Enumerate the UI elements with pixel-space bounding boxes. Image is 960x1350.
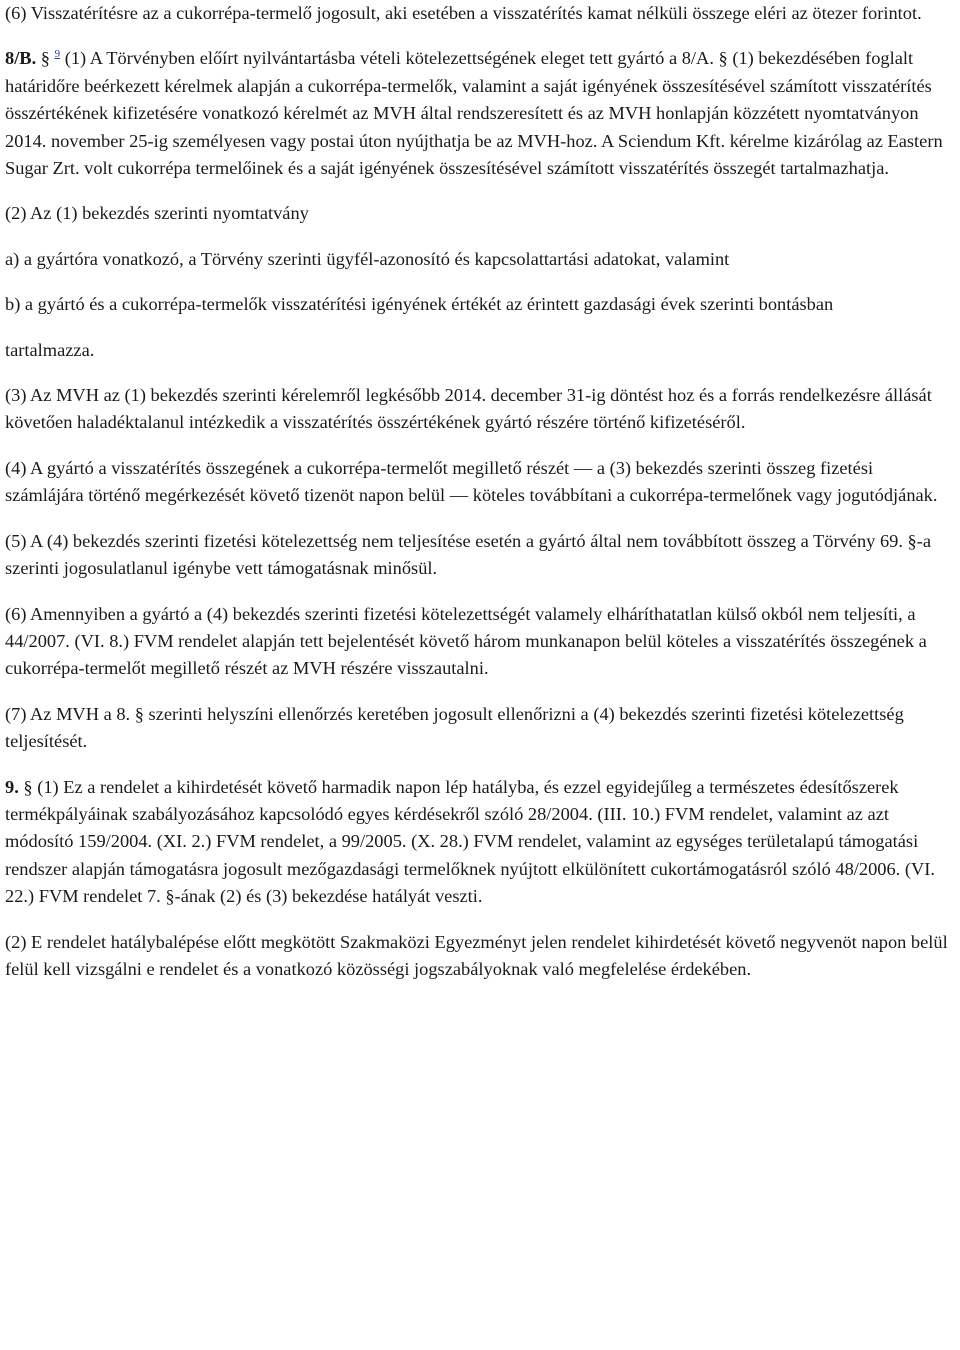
paragraph-6: [5, 601, 955, 683]
paragraph-text: (6) Amennyiben a gyártó a (4) bekezdés szerinti fizetési kötelezettségét valamely elháríthatatlan külső okból nem teljesíti, a 44/2007. (VI. 8.) FVM rendelet alapján tett bejelentését követő három munkanapon belül köteles a visszatérítés összegének a cukorrépa-termelőt megillető részét az MVH részére visszautalni.: [5, 603, 927, 679]
paragraph-text: -ának (2) és (3) bekezdése hatályát veszti.: [174, 886, 483, 907]
section-number: 8/B.: [5, 48, 37, 69]
document-body: [5, 0, 955, 983]
section-sign-link[interactable]: §: [134, 703, 144, 724]
paragraph-text: (5) A (4) bekezdés szerinti fizetési kötelezettség nem teljesítése esetén a gyártó által nem továbbított összeg a Törvény 69.: [5, 530, 908, 551]
paragraph-2c: [5, 337, 955, 364]
paragraph-text: tartalmazza.: [5, 339, 95, 360]
paragraph-text: a) a gyártóra vonatkozó, a Törvény szerinti ügyfél-azonosító és kapcsolattartási adatokat, valamint: [5, 248, 730, 269]
paragraph-text: (7) Az MVH a 8.: [5, 703, 135, 724]
paragraph-2b: [5, 291, 955, 318]
section-sign-link[interactable]: §: [907, 530, 917, 551]
footnote-link[interactable]: 9: [54, 48, 61, 61]
section-sign-link[interactable]: §: [718, 48, 728, 69]
section-number: 9.: [5, 776, 19, 797]
paragraph-2a: [5, 246, 955, 273]
paragraph-text: b) a gyártó és a cukorrépa-termelők visszatérítési igényének értékét az érintett gazdasági évek szerinti bontásban: [5, 294, 834, 315]
paragraph-text: (1) bekezdésében foglalt határidőre beérkezett kérelmek alapján a cukorrépa-termelők, valamint a saját igényének összesítésével számított visszatérítés összértékének kifizetésére vonatkozó kérelmét az MVH által rendszeresített és az MVH honlapján közzétett nyomtatványon 2014. november 25-ig személyesen vagy postai úton nyújthatja be az MVH-hoz. A Sciendum Kft. kérelme kizárólag az Eastern Sugar Zrt. volt cukorrépa termelőinek és a saját igényének összesítésével számított visszatérítés összegét tartalmazhatja.: [5, 48, 943, 179]
section-sign-link[interactable]: §: [165, 886, 175, 907]
paragraph-7: [5, 701, 955, 756]
paragraph-text: (2) E rendelet hatálybalépése előtt megkötött Szakmaközi Egyezményt jelen rendelet kihirdetését követő negyvenöt napon belül felül kell vizsgálni e rendelet és a vonatkozó közösségi jogszabályoknak való megfelelése érdekében.: [5, 931, 948, 979]
paragraph-text: -a szerinti jogosulatlanul igénybe vett támogatásnak minősül.: [5, 530, 932, 579]
paragraph-text: (2) Az (1) bekezdés szerinti nyomtatvány: [5, 203, 309, 224]
section-sign-link[interactable]: §: [40, 48, 50, 69]
paragraph-9-2: [5, 929, 955, 984]
paragraph-text: (1) A Törvényben előírt nyilvántartásba vételi kötelezettségének eleget tett gyártó a 8/A.: [60, 48, 719, 69]
paragraph-2: [5, 200, 955, 227]
paragraph-3: [5, 382, 955, 437]
paragraph-5: [5, 528, 955, 583]
paragraph-text: (3) Az MVH az (1) bekezdés szerinti kérelemről legkésőbb 2014. december 31-ig döntést hoz és a forrás rendelkezésre állását követően haladéktalanul intézkedik a visszatérítés összértékének gyártó részére történő kifizetéséről.: [5, 385, 932, 433]
section-sign-link[interactable]: §: [23, 776, 33, 797]
paragraph-text: (6) Visszatérítésre az a cukorrépa-termelő jogosult, aki esetében a visszatérítés kamat nélküli összege eléri az ötezer forintot.: [5, 3, 922, 23]
paragraph-text: (1) Ez a rendelet a kihirdetését követő harmadik napon lép hatályba, és ezzel egyidejűleg a természetes édesítőszerek termékpályáinak szabályozásához kapcsolódó egyes kérdésekről szóló 28/2004. (III. 10.) FVM rendelet, valamint az azt módosító 159/2004. (XI. 2.) FVM rendelet, a 99/2005. (X. 28.) FVM rendelet, valamint az egységes területalapú támogatási rendszer alapján támogatásra jogosult mezőgazdasági termelőknek nyújtott elkülönített cukortámogatásról szóló 48/2006. (VI. 22.) FVM rendelet 7.: [5, 776, 935, 907]
paragraph-text: (4) A gyártó a visszatérítés összegének a cukorrépa-termelőt megillető részét — a (3) bekezdés szerinti összeg fizetési számlájára történő megérkezését követő tizenöt napon belül — köteles továbbítani a cukorrépa-termelőnek vagy jogutódjának.: [5, 457, 938, 506]
section-8b: [5, 45, 955, 182]
paragraph-4: [5, 455, 955, 510]
paragraph-6-prev: [5, 0, 955, 27]
section-9: [5, 774, 955, 911]
paragraph-text: szerinti helyszíni ellenőrzés keretében jogosult ellenőrizni a (4) bekezdés szerinti fizetési kötelezettség teljesítését.: [5, 703, 904, 752]
